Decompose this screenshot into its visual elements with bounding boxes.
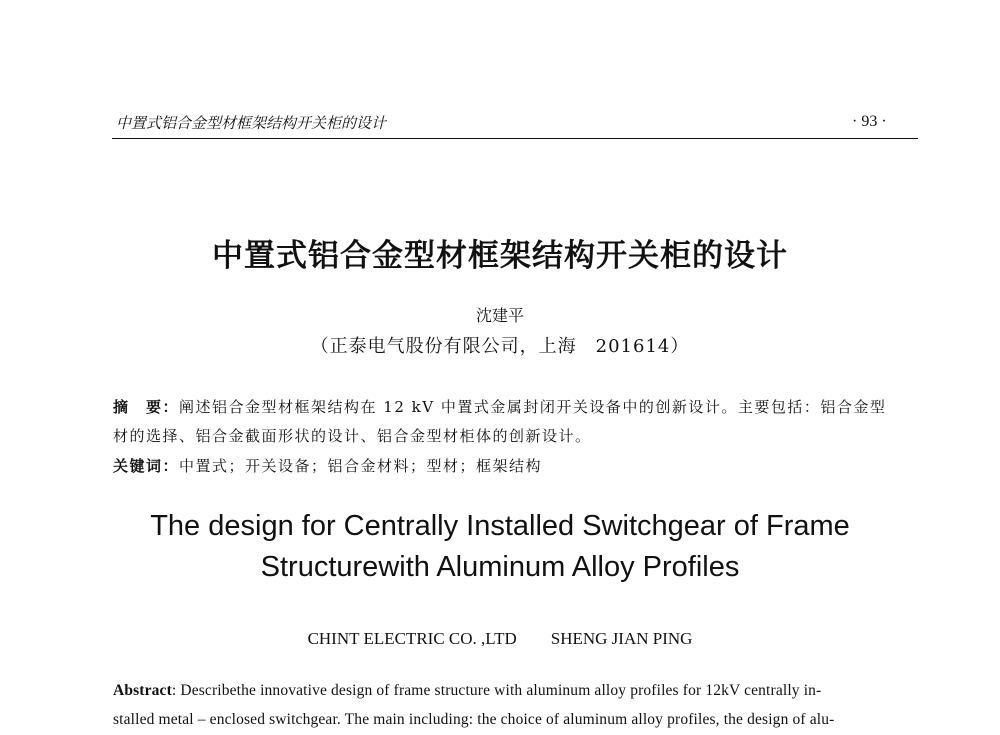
article-title-en-line-1: The design for Centrally Installed Switchgear of Frame (150, 510, 850, 542)
abstract-en-line-2: stalled metal – enclosed switchgear. The main including: the choice of aluminum alloy profiles, the design of alu- (113, 711, 835, 728)
affiliation-cn: （正泰电气股份有限公司，上海 201614） (310, 336, 690, 357)
abstract-cn-line-1: 阐述铝合金型材框架结构在 12 kV 中置式金属封闭开关设备中的创新设计。主要包括：铝合金型 (179, 398, 887, 416)
abstract-cn (113, 396, 919, 417)
abstract-en-line-1: : Describethe innovative design of frame structure with aluminum alloy profiles for 12kV centrally in- (171, 682, 822, 699)
keywords-cn-label: 关键词： (113, 457, 180, 475)
keywords-cn-text: 中置式；开关设备；铝合金材料；型材；框架结构 (179, 457, 543, 475)
abstract-en-label: Abstract (113, 682, 172, 699)
abstract-en (113, 682, 821, 700)
running-head-title: 中置式铝合金型材框架结构开关柜的设计 (116, 114, 387, 132)
keywords-cn (113, 455, 919, 476)
page-number: · 93 · (852, 113, 887, 130)
article-title-en-line-2: Structurewith Aluminum Alloy Profiles (260, 551, 740, 583)
abstract-cn-label: 摘 要： (113, 398, 180, 416)
article-title-cn: 中置式铝合金型材框架结构开关柜的设计 (212, 238, 788, 274)
author-en: CHINT ELECTRIC CO. ,LTD SHENG JIAN PING (307, 629, 693, 648)
author-cn: 沈建平 (475, 306, 524, 325)
header-rule (112, 138, 918, 139)
abstract-cn-line-2: 材的选择、铝合金截面形状的设计、铝合金型材柜体的创新设计。 (113, 427, 592, 445)
